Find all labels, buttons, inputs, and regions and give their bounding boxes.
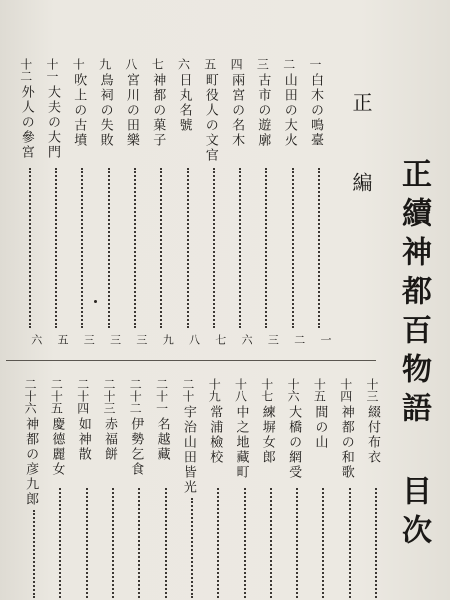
page-number: 二: [292, 334, 306, 345]
entry-number: 三: [255, 58, 270, 70]
toc-entry: [308, 58, 332, 345]
toc-entry: [202, 58, 227, 345]
entry-title: 伊勢乞食: [128, 417, 144, 477]
page-number: 六: [240, 334, 254, 345]
leader-dots: [375, 488, 377, 598]
entry-title: 綴付布衣: [365, 405, 380, 465]
toc-entry: [261, 378, 283, 465]
entry-title: 古市の遊廓: [255, 73, 271, 148]
entry-title: 鳥祠の失敗: [97, 73, 113, 148]
toc-entry: [229, 58, 254, 345]
entry-number: 二十三: [102, 378, 116, 414]
toc-entry: [366, 378, 388, 465]
entry-title: 宮川の田樂: [123, 73, 139, 148]
toc-entry: [182, 378, 204, 495]
page-number: 三: [82, 334, 96, 345]
section-label: 正編: [349, 92, 373, 252]
entry-title: 白木の鳴臺: [308, 73, 323, 148]
entry-title: 練塀女郎: [259, 405, 275, 465]
page-number: 五: [56, 334, 69, 345]
leader-dots: [217, 488, 219, 598]
entry-number: 四: [229, 58, 244, 70]
leader-dots: [213, 168, 215, 328]
entry-number: 十五: [312, 378, 327, 402]
toc-entry: [287, 378, 309, 480]
leader-dots: [138, 488, 140, 598]
entry-number: 十六: [286, 378, 301, 402]
entry-title: 神都の彦九郎: [23, 417, 39, 507]
entry-number: 二十四: [75, 378, 90, 414]
leader-dots: [55, 168, 57, 328]
leader-dots: [244, 488, 246, 598]
entry-title: 吹上の古墳: [71, 73, 87, 148]
entry-title: 赤福餅: [102, 417, 117, 462]
entry-title: 山田の大火: [281, 73, 297, 148]
book-title: 正續神都百物語 目次: [396, 158, 431, 553]
entry-number: 十三: [365, 378, 379, 402]
entry-title: 神都の和歌: [338, 405, 354, 480]
entry-title: 町役人の文官: [202, 73, 218, 163]
entry-number: 六: [176, 58, 191, 70]
leader-dots: [349, 488, 351, 598]
toc-entry: [156, 378, 178, 462]
entry-title: 神都の菓子: [150, 73, 166, 148]
entry-number: 二十六: [23, 378, 38, 414]
page-number: 九: [161, 334, 175, 345]
entry-number: 十一: [45, 58, 59, 82]
entry-title: 大夫の大門: [45, 85, 60, 160]
leader-dots: [29, 168, 31, 328]
entry-number: 七: [150, 58, 165, 70]
leader-dots: [187, 168, 189, 328]
toc-entry: [103, 378, 125, 462]
entry-number: 二十五: [49, 378, 64, 414]
leader-dots: [33, 510, 35, 598]
entry-number: 十: [71, 58, 86, 70]
toc-entry: [340, 378, 362, 480]
toc-entry: [255, 58, 280, 345]
entry-number: 八: [123, 58, 138, 70]
entry-number: 十四: [338, 378, 353, 402]
toc-entry: [150, 58, 175, 345]
toc-entry: [77, 378, 99, 462]
ink-speck: [94, 300, 97, 303]
entry-number: 五: [202, 58, 217, 70]
leader-dots: [134, 168, 136, 328]
page-number: 七: [213, 334, 227, 345]
page-number: 三: [108, 334, 122, 345]
entry-number: 十九: [207, 378, 222, 402]
leader-dots: [270, 488, 272, 598]
leader-dots: [160, 168, 162, 328]
leader-dots: [59, 488, 61, 598]
page-number: 六: [29, 334, 43, 345]
toc-entry: [123, 58, 148, 345]
entry-title: 名越藏: [154, 417, 170, 462]
toc-entry: [235, 378, 257, 480]
leader-dots: [239, 168, 241, 328]
entry-title: 如神散: [75, 417, 91, 462]
entry-title: 外人の參宮: [18, 85, 34, 160]
entry-title: 中之地藏町: [233, 405, 249, 480]
entry-number: 二: [281, 58, 296, 70]
toc-entry: [313, 378, 335, 450]
toc-entry: [129, 378, 151, 477]
leader-dots: [86, 488, 88, 598]
page-number: 三: [134, 334, 148, 345]
entry-title: 間の山: [312, 405, 328, 450]
leader-dots: [265, 168, 267, 328]
leader-dots: [296, 488, 298, 598]
entry-title: 宇治山田皆光: [180, 405, 196, 495]
page-number: 三: [266, 334, 280, 345]
toc-entry: [71, 58, 96, 345]
entry-title: 兩宮の名木: [229, 73, 245, 148]
leader-dots: [112, 488, 114, 598]
page-number: 八: [187, 334, 201, 345]
toc-entry: [176, 58, 201, 345]
section-divider: [6, 360, 376, 361]
toc-entry: [24, 378, 46, 507]
toc-entry: [18, 58, 43, 345]
toc-entry: [281, 58, 306, 345]
entry-number: 二十二: [128, 378, 143, 414]
entry-title: 慶德麗女: [49, 417, 65, 477]
entry-number: 二十一: [154, 378, 169, 414]
entry-number: 十八: [233, 378, 248, 402]
entry-title: 日丸名號: [176, 73, 192, 133]
leader-dots: [292, 168, 294, 328]
leader-dots: [81, 168, 83, 328]
entry-title: 常浦檢校: [207, 405, 223, 465]
leader-dots: [108, 168, 110, 328]
toc-entry: [208, 378, 230, 465]
leader-dots: [322, 488, 324, 598]
entry-number: 十七: [259, 378, 274, 402]
entry-number: 九: [97, 58, 112, 70]
toc-entry: [45, 58, 69, 345]
leader-dots: [318, 168, 320, 328]
entry-number: 十二: [18, 58, 33, 82]
leader-dots: [165, 488, 167, 598]
page-number: 一: [319, 334, 332, 345]
toc-entry: [97, 58, 122, 345]
leader-dots: [191, 498, 193, 598]
entry-title: 大橋の網受: [286, 405, 302, 480]
entry-number: 二十: [180, 378, 195, 402]
toc-entry: [50, 378, 72, 477]
entry-number: 一: [308, 58, 322, 70]
